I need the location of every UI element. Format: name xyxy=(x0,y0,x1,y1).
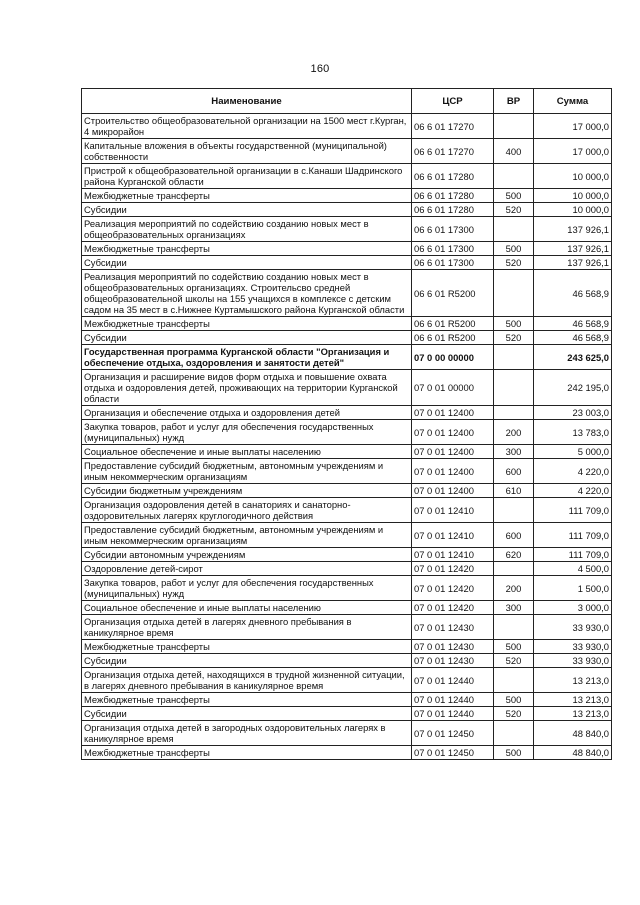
row-name-cell: Межбюджетные трансферты xyxy=(82,693,412,707)
row-csr-cell: 07 0 01 12440 xyxy=(412,668,494,693)
row-csr-cell: 07 0 01 12420 xyxy=(412,562,494,576)
table-row xyxy=(82,242,612,256)
row-sum-cell: 17 000,0 xyxy=(534,114,612,139)
row-sum-cell: 137 926,1 xyxy=(534,256,612,270)
row-vr-cell: 200 xyxy=(494,420,534,445)
table-row xyxy=(82,459,612,484)
table-row xyxy=(82,270,612,317)
row-sum-cell: 13 213,0 xyxy=(534,707,612,721)
row-sum-cell: 137 926,1 xyxy=(534,217,612,242)
table-header xyxy=(82,89,612,114)
row-vr-cell xyxy=(494,615,534,640)
row-sum-cell: 243 625,0 xyxy=(534,345,612,370)
row-vr-cell: 500 xyxy=(494,746,534,760)
row-name-cell: Межбюджетные трансферты xyxy=(82,317,412,331)
row-sum-cell: 111 709,0 xyxy=(534,498,612,523)
table-row xyxy=(82,484,612,498)
table-row xyxy=(82,189,612,203)
row-csr-cell: 07 0 01 12450 xyxy=(412,746,494,760)
row-csr-cell: 06 6 01 17280 xyxy=(412,189,494,203)
row-csr-cell: 06 6 01 17280 xyxy=(412,203,494,217)
table-row xyxy=(82,114,612,139)
row-csr-cell: 07 0 01 12420 xyxy=(412,576,494,601)
row-sum-cell: 23 003,0 xyxy=(534,406,612,420)
row-sum-cell: 1 500,0 xyxy=(534,576,612,601)
row-vr-cell: 500 xyxy=(494,640,534,654)
row-name-cell: Субсидии автономным учреждениям xyxy=(82,548,412,562)
row-vr-cell xyxy=(494,114,534,139)
row-sum-cell: 48 840,0 xyxy=(534,721,612,746)
row-name-cell: Субсидии xyxy=(82,203,412,217)
row-csr-cell: 07 0 01 12430 xyxy=(412,615,494,640)
row-name-cell: Государственная программа Курганской области "Организация и обеспечение отдыха, оздоровления и занятости детей" xyxy=(82,345,412,370)
row-csr-cell: 07 0 01 12410 xyxy=(412,523,494,548)
header-row xyxy=(82,89,612,114)
table-row xyxy=(82,345,612,370)
row-sum-cell: 10 000,0 xyxy=(534,203,612,217)
row-vr-cell xyxy=(494,270,534,317)
row-csr-cell: 07 0 01 12450 xyxy=(412,721,494,746)
row-name-cell: Субсидии xyxy=(82,654,412,668)
table-row xyxy=(82,445,612,459)
row-sum-cell: 33 930,0 xyxy=(534,654,612,668)
table-row xyxy=(82,576,612,601)
row-name-cell: Межбюджетные трансферты xyxy=(82,189,412,203)
row-vr-cell: 500 xyxy=(494,317,534,331)
table-row xyxy=(82,693,612,707)
row-sum-cell: 17 000,0 xyxy=(534,139,612,164)
table-row xyxy=(82,721,612,746)
table-row xyxy=(82,498,612,523)
table-row xyxy=(82,203,612,217)
row-name-cell: Организация отдыха детей в лагерях дневного пребывания в каникулярное время xyxy=(82,615,412,640)
row-vr-cell: 400 xyxy=(494,139,534,164)
row-vr-cell: 200 xyxy=(494,576,534,601)
row-name-cell: Предоставление субсидий бюджетным, автономным учреждениям и иным некоммерческим организациям xyxy=(82,523,412,548)
row-sum-cell: 13 783,0 xyxy=(534,420,612,445)
row-sum-cell: 137 926,1 xyxy=(534,242,612,256)
row-sum-cell: 4 220,0 xyxy=(534,484,612,498)
table-row xyxy=(82,331,612,345)
row-name-cell: Реализация мероприятий по содействию созданию новых мест в общеобразовательных организациях. Строительсво средней общеобразовательной школы на 155 учащихся в комплексе с детским садом на 35 мест в с.Нижнее Куртамышского района Курганской области xyxy=(82,270,412,317)
table-row xyxy=(82,523,612,548)
row-name-cell: Субсидии xyxy=(82,707,412,721)
row-vr-cell: 610 xyxy=(494,484,534,498)
row-sum-cell: 3 000,0 xyxy=(534,601,612,615)
row-vr-cell: 500 xyxy=(494,242,534,256)
row-name-cell: Реализация мероприятий по содействию созданию новых мест в общеобразовательных организациях xyxy=(82,217,412,242)
row-name-cell: Социальное обеспечение и иные выплаты населению xyxy=(82,601,412,615)
row-csr-cell: 07 0 01 12430 xyxy=(412,640,494,654)
column-header-csr: ЦСР xyxy=(412,89,494,114)
row-sum-cell: 242 195,0 xyxy=(534,370,612,406)
row-vr-cell: 300 xyxy=(494,445,534,459)
row-sum-cell: 10 000,0 xyxy=(534,164,612,189)
table-row xyxy=(82,164,612,189)
row-sum-cell: 4 500,0 xyxy=(534,562,612,576)
column-header-name: Наименование xyxy=(82,89,412,114)
row-sum-cell: 46 568,9 xyxy=(534,317,612,331)
row-csr-cell: 07 0 01 12420 xyxy=(412,601,494,615)
row-csr-cell: 06 6 01 17300 xyxy=(412,256,494,270)
row-vr-cell: 300 xyxy=(494,601,534,615)
row-csr-cell: 07 0 01 12400 xyxy=(412,406,494,420)
row-sum-cell: 13 213,0 xyxy=(534,668,612,693)
row-vr-cell: 520 xyxy=(494,256,534,270)
row-name-cell: Капитальные вложения в объекты государственной (муниципальной) собственности xyxy=(82,139,412,164)
row-vr-cell: 620 xyxy=(494,548,534,562)
page-number: 160 xyxy=(310,63,330,75)
row-name-cell: Субсидии xyxy=(82,331,412,345)
row-vr-cell: 520 xyxy=(494,654,534,668)
row-name-cell: Межбюджетные трансферты xyxy=(82,242,412,256)
table-row xyxy=(82,548,612,562)
table-row xyxy=(82,256,612,270)
row-sum-cell: 111 709,0 xyxy=(534,548,612,562)
row-name-cell: Организация оздоровления детей в санаториях и санаторно-оздоровительных лагерях круглогодичного действия xyxy=(82,498,412,523)
table-row xyxy=(82,317,612,331)
row-sum-cell: 4 220,0 xyxy=(534,459,612,484)
row-csr-cell: 07 0 01 12430 xyxy=(412,654,494,668)
row-name-cell: Социальное обеспечение и иные выплаты населению xyxy=(82,445,412,459)
row-csr-cell: 07 0 01 00000 xyxy=(412,370,494,406)
table-row xyxy=(82,668,612,693)
row-csr-cell: 06 6 01 17270 xyxy=(412,114,494,139)
row-csr-cell: 07 0 01 12400 xyxy=(412,459,494,484)
row-vr-cell: 520 xyxy=(494,203,534,217)
row-name-cell: Межбюджетные трансферты xyxy=(82,746,412,760)
table-row xyxy=(82,615,612,640)
row-name-cell: Организация отдыха детей, находящихся в трудной жизненной ситуации, в лагерях дневного пребывания в каникулярное время xyxy=(82,668,412,693)
row-vr-cell xyxy=(494,721,534,746)
row-vr-cell: 500 xyxy=(494,189,534,203)
table-row xyxy=(82,746,612,760)
table-row xyxy=(82,370,612,406)
row-csr-cell: 07 0 01 12410 xyxy=(412,548,494,562)
row-vr-cell xyxy=(494,406,534,420)
column-header-sum: Сумма xyxy=(534,89,612,114)
row-csr-cell: 06 6 01 R5200 xyxy=(412,331,494,345)
row-vr-cell xyxy=(494,668,534,693)
row-vr-cell xyxy=(494,562,534,576)
row-csr-cell: 06 6 01 17300 xyxy=(412,242,494,256)
row-sum-cell: 33 930,0 xyxy=(534,615,612,640)
row-sum-cell: 46 568,9 xyxy=(534,270,612,317)
row-vr-cell xyxy=(494,345,534,370)
row-csr-cell: 07 0 01 12400 xyxy=(412,484,494,498)
column-header-vr: ВР xyxy=(494,89,534,114)
table-row xyxy=(82,217,612,242)
row-sum-cell: 46 568,9 xyxy=(534,331,612,345)
row-vr-cell: 600 xyxy=(494,523,534,548)
row-csr-cell: 06 6 01 17280 xyxy=(412,164,494,189)
row-csr-cell: 07 0 01 12440 xyxy=(412,707,494,721)
row-sum-cell: 13 213,0 xyxy=(534,693,612,707)
row-name-cell: Организация и обеспечение отдыха и оздоровления детей xyxy=(82,406,412,420)
row-name-cell: Пристрой к общеобразовательной организации в с.Канаши Шадринского района Курганской области xyxy=(82,164,412,189)
table-row xyxy=(82,420,612,445)
row-vr-cell xyxy=(494,498,534,523)
row-name-cell: Закупка товаров, работ и услуг для обеспечения государственных (муниципальных) нужд xyxy=(82,420,412,445)
row-sum-cell: 48 840,0 xyxy=(534,746,612,760)
row-csr-cell: 07 0 01 12400 xyxy=(412,420,494,445)
table-row xyxy=(82,139,612,164)
row-csr-cell: 06 6 01 17300 xyxy=(412,217,494,242)
row-sum-cell: 10 000,0 xyxy=(534,189,612,203)
table-row xyxy=(82,654,612,668)
row-csr-cell: 06 6 01 R5200 xyxy=(412,270,494,317)
row-name-cell: Межбюджетные трансферты xyxy=(82,640,412,654)
budget-table xyxy=(81,88,612,760)
row-name-cell: Организация отдыха детей в загородных оздоровительных лагерях в каникулярное время xyxy=(82,721,412,746)
row-name-cell: Субсидии бюджетным учреждениям xyxy=(82,484,412,498)
row-csr-cell: 06 6 01 17270 xyxy=(412,139,494,164)
row-name-cell: Закупка товаров, работ и услуг для обеспечения государственных (муниципальных) нужд xyxy=(82,576,412,601)
table-row xyxy=(82,406,612,420)
row-name-cell: Организация и расширение видов форм отдыха и повышение охвата отдыха и оздоровления детей, проживающих на территории Курганской области xyxy=(82,370,412,406)
table-row xyxy=(82,601,612,615)
row-vr-cell: 520 xyxy=(494,707,534,721)
row-name-cell: Субсидии xyxy=(82,256,412,270)
row-sum-cell: 5 000,0 xyxy=(534,445,612,459)
row-vr-cell: 520 xyxy=(494,331,534,345)
row-csr-cell: 07 0 01 12400 xyxy=(412,445,494,459)
row-vr-cell xyxy=(494,217,534,242)
row-name-cell: Строительство общеобразовательной организации на 1500 мест г.Курган, 4 микрорайон xyxy=(82,114,412,139)
row-vr-cell: 500 xyxy=(494,693,534,707)
row-csr-cell: 06 6 01 R5200 xyxy=(412,317,494,331)
table-body xyxy=(82,114,612,760)
row-csr-cell: 07 0 01 12410 xyxy=(412,498,494,523)
row-vr-cell xyxy=(494,370,534,406)
table-row xyxy=(82,640,612,654)
table-row xyxy=(82,562,612,576)
row-sum-cell: 33 930,0 xyxy=(534,640,612,654)
row-vr-cell: 600 xyxy=(494,459,534,484)
row-csr-cell: 07 0 00 00000 xyxy=(412,345,494,370)
row-name-cell: Оздоровление детей-сирот xyxy=(82,562,412,576)
table-row xyxy=(82,707,612,721)
row-name-cell: Предоставление субсидий бюджетным, автономным учреждениям и иным некоммерческим организациям xyxy=(82,459,412,484)
row-csr-cell: 07 0 01 12440 xyxy=(412,693,494,707)
row-sum-cell: 111 709,0 xyxy=(534,523,612,548)
row-vr-cell xyxy=(494,164,534,189)
